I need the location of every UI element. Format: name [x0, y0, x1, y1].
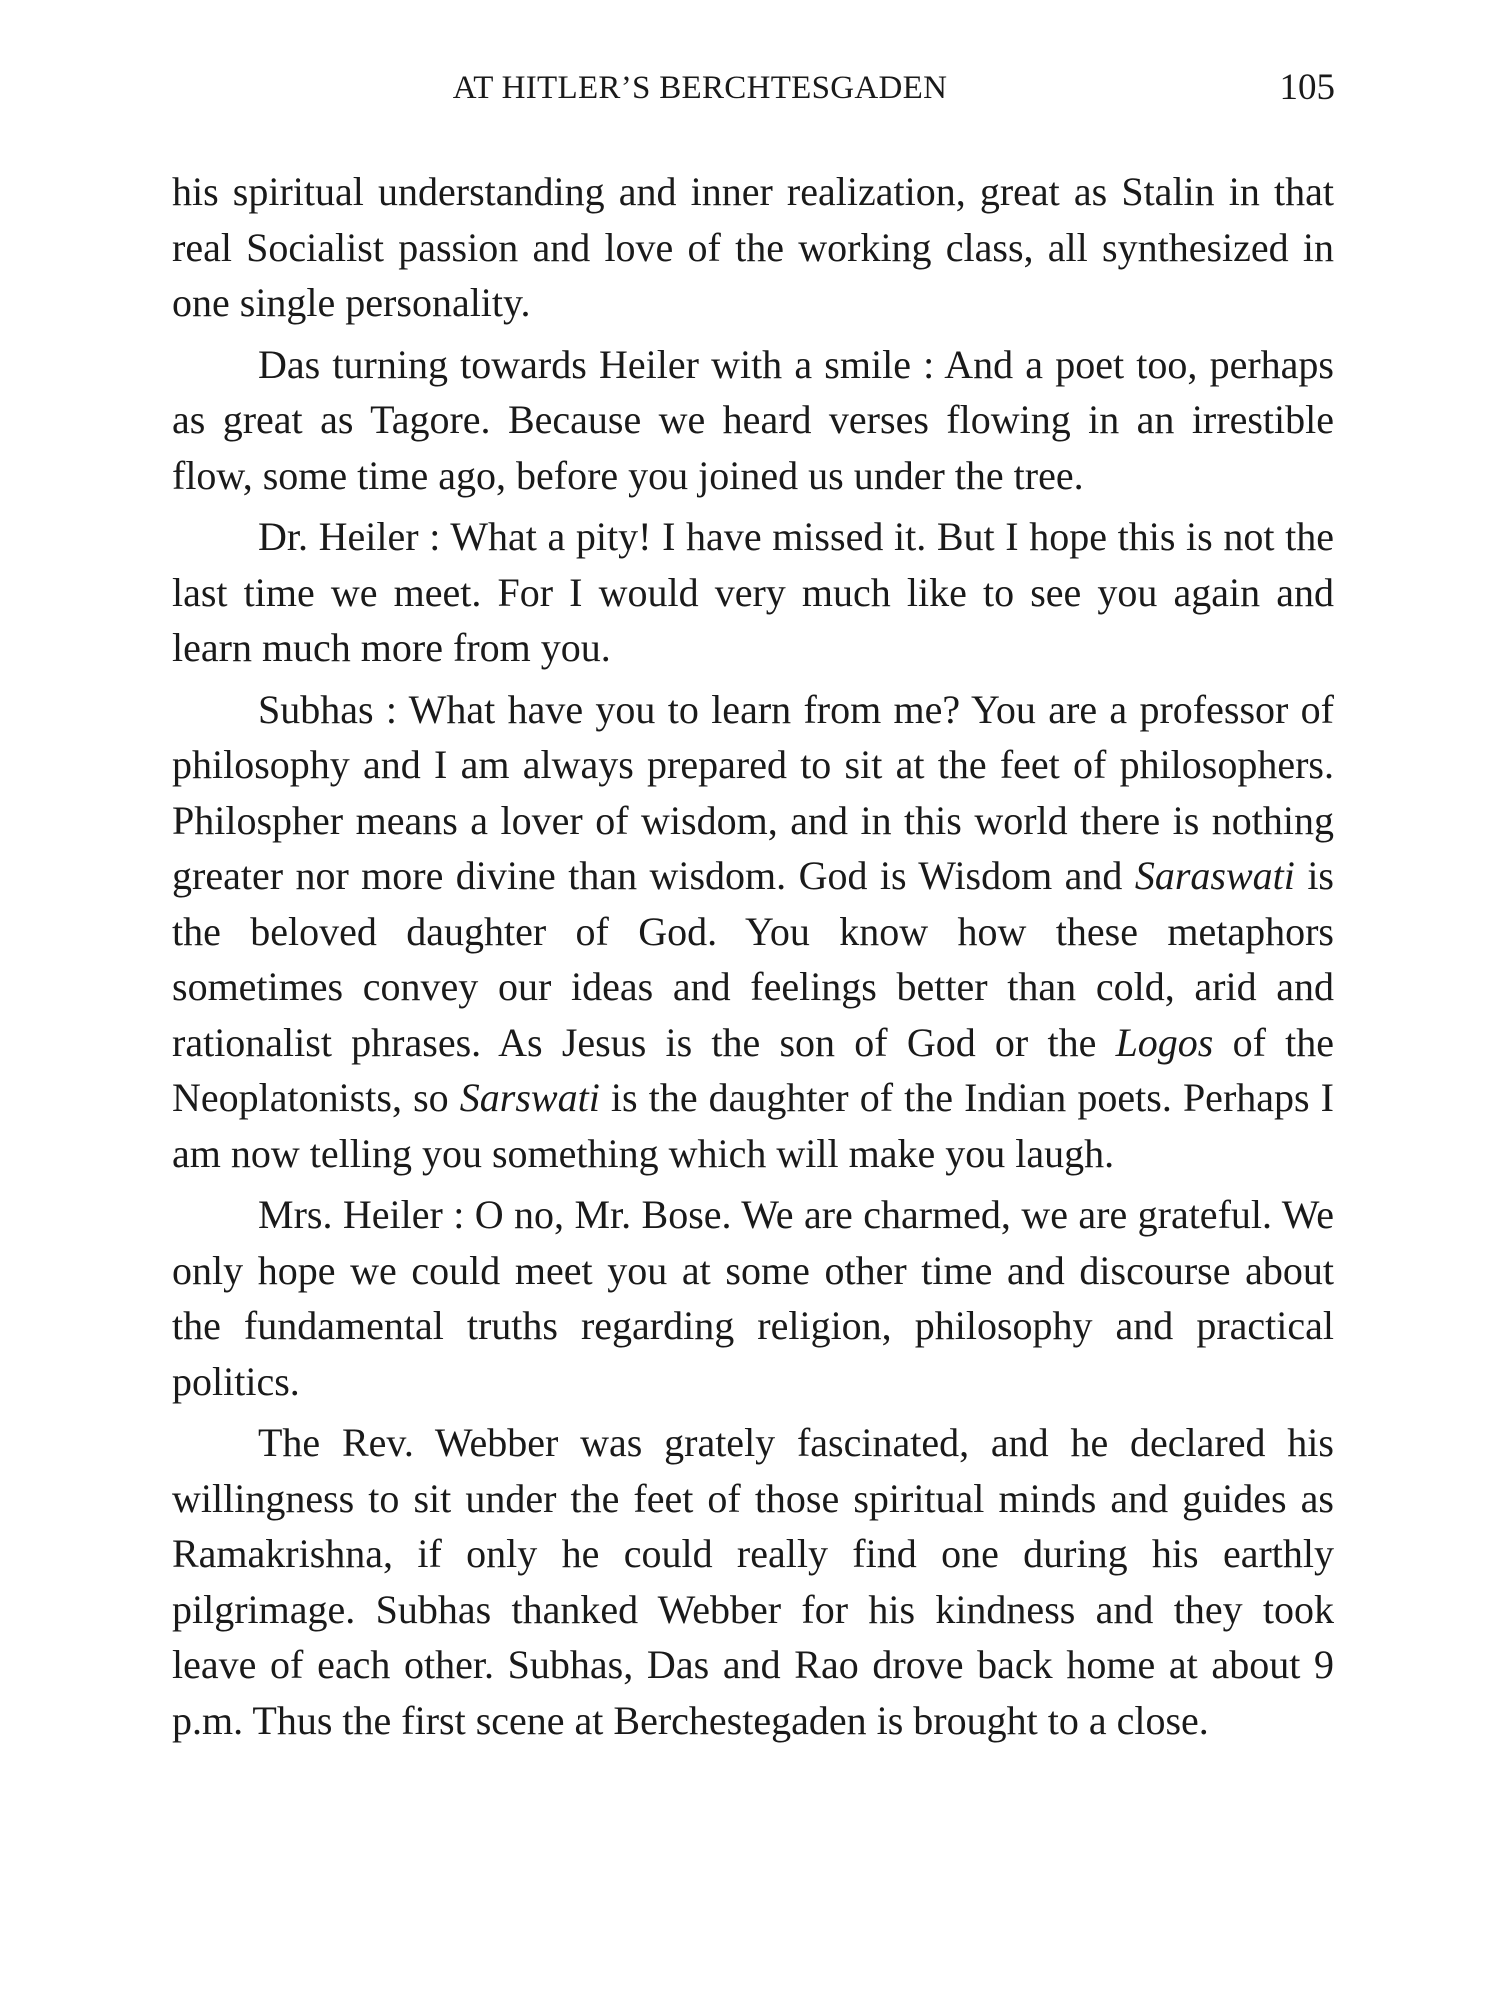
paragraph-mrs-heiler: Mrs. Heiler : O no, Mr. Bose. We are charmed, we are grateful. We only hope we could meet you at some other time and discourse about the fundamental truths regarding religion, philosophy and practical politics.: [172, 1192, 1334, 1404]
page-number: 105: [1279, 67, 1335, 108]
paragraph-das: Das turning towards Heiler with a smile : And a poet too, perhaps as great as Tagore. Because we heard verses flowing in an irrestible flow, some time ago, before you joined us under the tree.: [172, 341, 1334, 498]
body-text: [172, 164, 1334, 1748]
italic-term-logos: Logos: [1115, 1019, 1214, 1065]
paragraph-dr-heiler: Dr. Heiler : What a pity! I have missed it. But I hope this is not the last time we meet. For I would very much like to see you again and learn much more from you.: [172, 514, 1334, 670]
running-head-title: AT HITLER’S BERCHTESGADEN: [452, 70, 948, 106]
italic-term-sarswati: Sarswati: [459, 1075, 600, 1120]
paragraph-rev-webber: The Rev. Webber was grately fascinated, and he declared his willingness to sit under the feet of those spiritual minds and guides as Ramakrishna, if only he could really find one during his earthly pilgrimage. Subhas thanked Webber for his kindness and they took leave of each other. Subhas, Das and Rao drove back home at about 9 p.m. Thus the first scene at Berchestegaden is brought to a close.: [172, 1420, 1334, 1743]
italic-term-saraswati: Saraswati: [1134, 853, 1295, 898]
running-head: [175, 67, 1335, 120]
paragraph-subhas: Subhas : What have you to learn from me? You are a professor of philosophy and I am always prepared to sit at the feet of philosophers. Philospher means a lover of wisdom, and in this world there is nothing greater nor more divine than wisdom. God is Wisdom and Saraswati is the beloved daughter of God. You know how these metaphors sometimes convey our ideas and feelings better than cold, arid and rationalist phrases. As Jesus is the son of God or the Logos of the Neoplatonists, so Sarswati is the daughter of the Indian poets. Perhaps I am now telling you something which will make you laugh.: [172, 686, 1335, 1176]
paragraph-continuation: his spiritual understanding and inner realization, great as Stalin in that real Socialist passion and love of the working class, all synthesized in one single personality.: [172, 169, 1334, 325]
